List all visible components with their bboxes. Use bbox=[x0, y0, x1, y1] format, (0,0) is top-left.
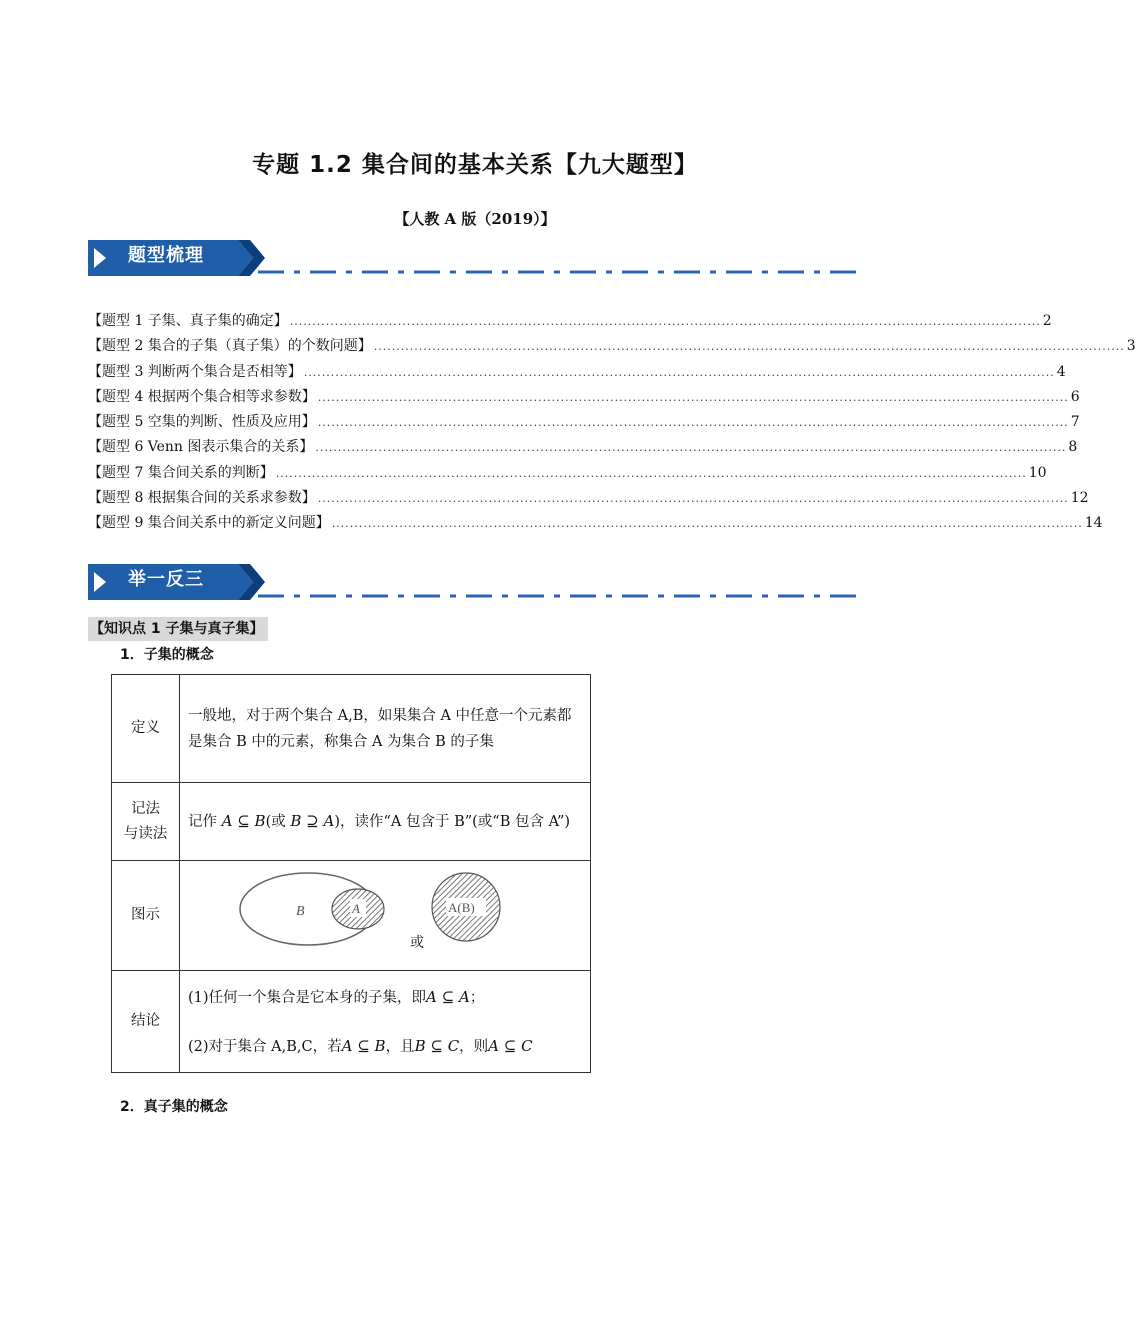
notation-text bbox=[180, 783, 591, 861]
banner-label: 举一反三 bbox=[128, 569, 204, 590]
conclusion-part: (1)任何一个集合是它本身的子集，即 bbox=[188, 989, 427, 1006]
banner-graphic bbox=[88, 238, 864, 278]
math-expression: A ⊆ A bbox=[426, 987, 470, 1006]
subset-definition-table bbox=[111, 674, 591, 1073]
toc-item[interactable] bbox=[88, 335, 1136, 360]
toc-item-page: 10 bbox=[1028, 464, 1047, 481]
subheading-proper-subset: 2．真子集的概念 bbox=[120, 1099, 228, 1115]
toc-item-page: 3 bbox=[1126, 338, 1136, 355]
toc-item-label: 【题型 3 判断两个集合是否相等】 bbox=[88, 363, 302, 380]
row-head: 结论 bbox=[112, 971, 180, 1073]
toc-item-page: 14 bbox=[1084, 515, 1103, 532]
inner-set-label: A bbox=[352, 901, 360, 916]
toc-item[interactable] bbox=[88, 436, 1078, 461]
toc-item-page: 6 bbox=[1070, 388, 1080, 405]
row-head: 图示 bbox=[112, 861, 180, 971]
toc-item-page: 7 bbox=[1070, 414, 1080, 431]
notation-part: (或 bbox=[265, 814, 286, 830]
toc-item[interactable] bbox=[88, 310, 1052, 335]
toc-item-label: 【题型 9 集合间关系中的新定义问题】 bbox=[88, 515, 330, 532]
banner-label: 题型梳理 bbox=[128, 245, 204, 266]
toc-item[interactable] bbox=[88, 462, 1047, 487]
toc-leader: ....................................................................................................................................................................... bbox=[331, 517, 1083, 531]
outer-set-label: B bbox=[296, 904, 305, 919]
toc-item-label: 【题型 2 集合的子集（真子集）的个数问题】 bbox=[88, 338, 372, 355]
math-expression: A ⊆ B bbox=[221, 812, 266, 830]
banner-graphic bbox=[88, 562, 864, 602]
toc-item-label: 【题型 4 根据两个集合相等求参数】 bbox=[88, 388, 316, 405]
toc-leader: ....................................................................................................................................................................... bbox=[373, 340, 1125, 354]
or-label: 或 bbox=[410, 936, 424, 951]
toc-leader: ....................................................................................................................................................................... bbox=[317, 390, 1069, 404]
equal-set-label: A(B) bbox=[448, 900, 475, 915]
table-row bbox=[112, 861, 591, 971]
toc-item[interactable] bbox=[88, 512, 1103, 537]
toc-leader: ....................................................................................................................................................................... bbox=[275, 466, 1027, 480]
table-row bbox=[112, 783, 591, 861]
definition-text bbox=[180, 675, 591, 783]
row-head-line1: 记法 bbox=[131, 800, 160, 817]
toc-item-page: 4 bbox=[1056, 363, 1066, 380]
section-banner-toc bbox=[88, 238, 864, 278]
toc-leader: ....................................................................................................................................................................... bbox=[303, 365, 1055, 379]
toc-item[interactable] bbox=[88, 487, 1089, 512]
edition-label: 【人教 A 版（2019）】 bbox=[394, 210, 556, 228]
math-expression: B ⊆ C bbox=[414, 1036, 460, 1055]
toc-leader: ....................................................................................................................................................................... bbox=[289, 315, 1041, 328]
toc-item[interactable] bbox=[88, 386, 1080, 411]
toc-item[interactable] bbox=[88, 411, 1080, 436]
venn-diagram bbox=[180, 861, 590, 961]
table-row bbox=[112, 971, 591, 1073]
row-head bbox=[112, 783, 180, 861]
conclusion-line-2 bbox=[188, 1033, 582, 1060]
toc-item-label: 【题型 6 Venn 图表示集合的关系】 bbox=[88, 439, 314, 456]
knowledge-point-label: 【知识点 1 子集与真子集】 bbox=[88, 617, 268, 641]
toc-item[interactable] bbox=[88, 361, 1066, 386]
table-of-contents bbox=[88, 310, 1136, 538]
row-head-line2: 与读法 bbox=[123, 825, 168, 842]
math-expression: A ⊆ C bbox=[488, 1036, 533, 1055]
conclusion-part: ，且 bbox=[385, 1038, 415, 1055]
venn-cell bbox=[180, 861, 591, 971]
toc-item-label: 【题型 7 集合间关系的判断】 bbox=[88, 464, 274, 481]
math-expression: A ⊆ B bbox=[341, 1036, 386, 1055]
table-row bbox=[112, 675, 591, 783]
section-banner-examples bbox=[88, 562, 864, 602]
conclusion-line-1 bbox=[188, 984, 582, 1011]
toc-item-label: 【题型 5 空集的判断、性质及应用】 bbox=[88, 414, 316, 431]
row-head: 定义 bbox=[112, 675, 180, 783]
conclusion-text bbox=[180, 971, 591, 1073]
toc-item-page: 12 bbox=[1070, 490, 1089, 507]
toc-item-page: 8 bbox=[1068, 439, 1078, 456]
notation-part: 记作 bbox=[188, 814, 217, 830]
toc-leader: ....................................................................................................................................................................... bbox=[317, 416, 1069, 430]
notation-part: )，读作“A 包含于 B”(或“B 包含 A”) bbox=[334, 814, 571, 830]
conclusion-part: (2)对于集合 A,B,C，若 bbox=[188, 1038, 342, 1055]
toc-leader: ....................................................................................................................................................................... bbox=[315, 441, 1067, 455]
toc-item-page: 2 bbox=[1042, 313, 1052, 329]
math-expression: B ⊇ A bbox=[290, 812, 335, 830]
toc-item-label: 【题型 8 根据集合间的关系求参数】 bbox=[88, 490, 316, 507]
conclusion-part: ，则 bbox=[459, 1038, 489, 1055]
definition-body: 一般地，对于两个集合 A,B，如果集合 A 中任意一个元素都是集合 B 中的元素，称集合 A 为集合 B 的子集 bbox=[188, 707, 572, 750]
conclusion-part: ； bbox=[469, 989, 485, 1006]
toc-leader: ....................................................................................................................................................................... bbox=[317, 492, 1069, 506]
page-title: 专题 1.2 集合间的基本关系【九大题型】 bbox=[252, 152, 698, 178]
subheading-subset: 1．子集的概念 bbox=[120, 647, 214, 663]
toc-item-label: 【题型 1 子集、真子集的确定】 bbox=[88, 313, 288, 329]
